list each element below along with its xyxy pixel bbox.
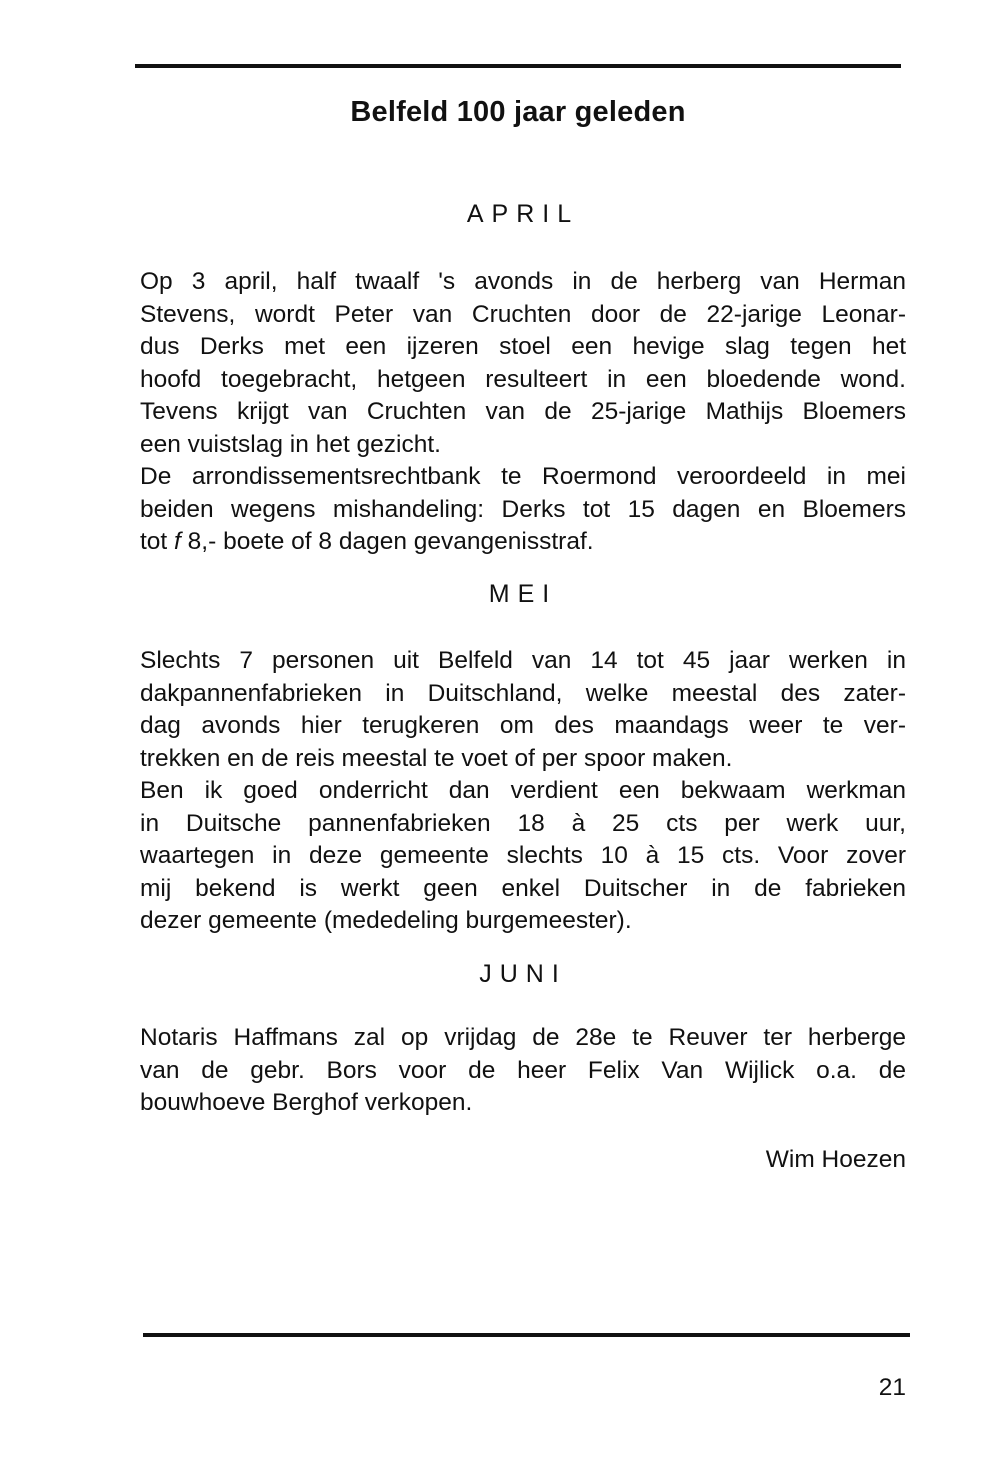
text-line: beiden wegens mishandeling: Derks tot 15 dagen en Bloemers xyxy=(140,495,906,523)
text-line xyxy=(140,526,906,559)
page-number: 21 xyxy=(878,1374,906,1401)
section-heading-juni: JUNI xyxy=(479,960,567,988)
text-line: Ben ik goed onderricht dan verdient een bekwaam werkman xyxy=(140,777,906,804)
top-rule xyxy=(135,64,901,68)
section-heading-mei: MEI xyxy=(488,580,558,608)
author-signature: Wim Hoezen xyxy=(765,1146,906,1173)
article-title: Belfeld 100 jaar geleden xyxy=(350,96,686,128)
text-line: dus Derks met een ijzeren stoel een hevige slag tegen het xyxy=(140,333,906,360)
guilder-symbol: f xyxy=(174,528,181,555)
text-line: Stevens, wordt Peter van Cruchten door de 22-jarige Leonar- xyxy=(140,300,906,328)
paragraph-april xyxy=(140,266,906,559)
paragraph-mei xyxy=(140,645,906,938)
text-line: Slechts 7 personen uit Belfeld van 14 tot 45 jaar werken in xyxy=(140,647,906,674)
text-line: in Duitsche pannenfabrieken 18 à 25 cts per werk uur, xyxy=(140,809,906,837)
text-line: Op 3 april, half twaalf 's avonds in de herberg van Herman xyxy=(140,268,906,295)
paragraph-juni xyxy=(140,1022,906,1120)
text-line: dag avonds hier terugkeren om des maandags weer te ver- xyxy=(140,712,906,739)
text-line: Notaris Haffmans zal op vrijdag de 28e te Reuver ter herberge xyxy=(140,1024,906,1051)
text-line: mij bekend is werkt geen enkel Duitscher in de fabrieken xyxy=(140,874,906,902)
text-line: een vuistslag in het gezicht. xyxy=(140,430,441,458)
text-line: dakpannenfabrieken in Duitschland, welke meestal des zater- xyxy=(140,679,906,707)
text-line: van de gebr. Bors voor de heer Felix Van Wijlick o.a. de xyxy=(140,1056,906,1084)
text-line: dezer gemeente (mededeling burgemeester). xyxy=(140,907,632,934)
text-fragment: 8,- boete of 8 dagen gevangenisstraf. xyxy=(180,528,594,555)
text-line: Tevens krijgt van Cruchten van de 25-jarige Mathijs Bloemers xyxy=(140,398,906,425)
bottom-rule xyxy=(143,1333,910,1337)
text-line: trekken en de reis meestal te voet of per spoor maken. xyxy=(140,744,733,772)
section-heading-april: APRIL xyxy=(466,200,580,228)
text-fragment: tot xyxy=(140,528,175,555)
text-line: De arrondissementsrechtbank te Roermond veroordeeld in mei xyxy=(140,463,906,490)
text-line: waartegen in deze gemeente slechts 10 à 15 cts. Voor zover xyxy=(140,842,906,869)
text-line: bouwhoeve Berghof verkopen. xyxy=(140,1089,473,1116)
text-line: hoofd toegebracht, hetgeen resulteert in een bloedende wond. xyxy=(140,365,906,393)
